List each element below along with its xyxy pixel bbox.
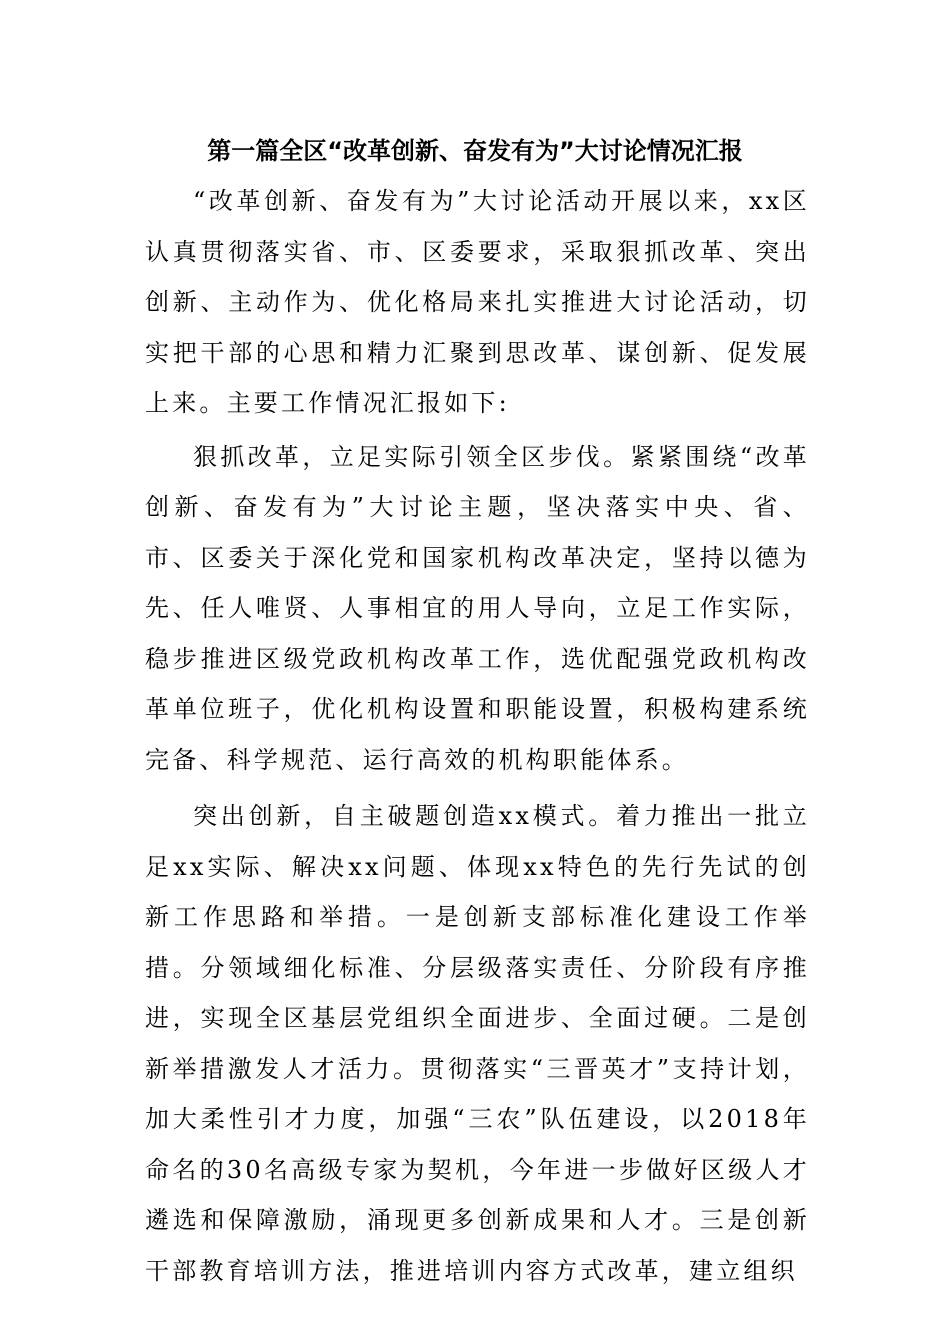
paragraph-reform: 狠抓改革，立足实际引领全区步伐。紧紧围绕“改革创新、奋发有为”大讨论主题，坚决落实中央、省、市、区委关于深化党和国家机构改革决定，坚持以德为先、任人唯贤、人事相宜的用人导向，立足工作实际，稳步推进区级党政机构改革工作，选优配强党政机构改革单位班子，优化机构设置和职能设置，积极构建系统完备、科学规范、运行高效的机构职能体系。 — [145, 442, 810, 774]
document-body — [145, 176, 810, 1296]
paragraph-intro: “改革创新、奋发有为”大讨论活动开展以来，xx区认真贯彻落实省、市、区委要求，采取狠抓改革、突出创新、主动作为、优化格局来扎实推进大讨论活动，切实把干部的心思和精力汇聚到思改革、谋创新、促发展上来。主要工作情况汇报如下: — [145, 187, 810, 417]
document-title: 第一篇全区“改革创新、奋发有为”大讨论情况汇报 — [207, 137, 743, 165]
paragraph-innovation: 突出创新，自主破题创造xx模式。着力推出一批立足xx实际、解决xx问题、体现xx特色的先行先试的创新工作思路和举措。一是创新支部标准化建设工作举措。分领域细化标准、分层级落实责任、分阶段有序推进，实现全区基层党组织全面进步、全面过硬。二是创新举措激发人才活力。贯彻落实“三晋英才”支持计划，加大柔性引才力度，加强“三农”队伍建设，以2018年命名的30名高级专家为契机，今年进一步做好区级人才遴选和保障激励，涌现更多创新成果和人才。三是创新干部教育培训方法，推进培训内容方式改革，建立组织 — [145, 802, 810, 1285]
